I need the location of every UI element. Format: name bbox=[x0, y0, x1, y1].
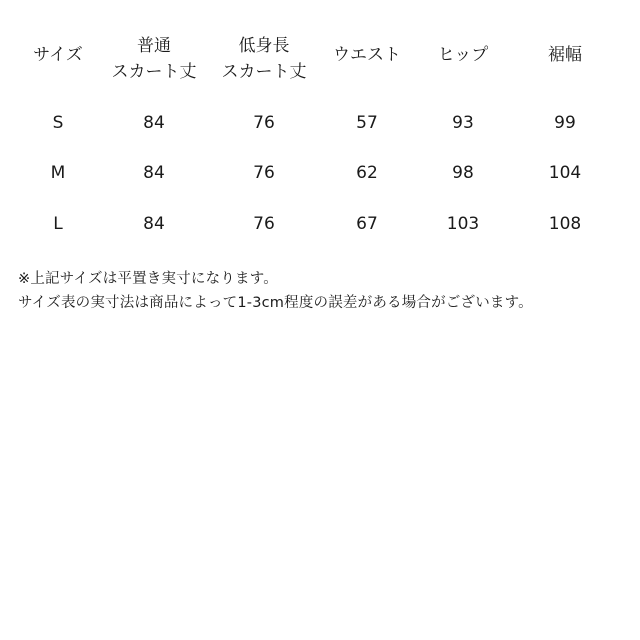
header-waist bbox=[322, 42, 412, 68]
header-petite-skirt-length-line2: スカート丈 bbox=[221, 62, 307, 82]
header-size bbox=[18, 42, 98, 68]
header-hip-label: ヒップ bbox=[437, 45, 489, 65]
cell-m-size: M bbox=[50, 163, 66, 183]
cell-m-hip: 98 bbox=[452, 163, 474, 183]
cell-s-waist: 57 bbox=[356, 113, 378, 133]
cell-s-petite-length: 76 bbox=[253, 113, 275, 133]
cell-m-hem: 104 bbox=[548, 163, 582, 183]
note-measurement-tolerance: サイズ表の実寸法は商品によって1-3cm程度の誤差がある場合がございます。 bbox=[18, 295, 533, 311]
cell-l-size: L bbox=[53, 214, 63, 234]
cell-l-hip: 103 bbox=[446, 214, 480, 234]
cell-l-waist: 67 bbox=[356, 214, 378, 234]
cell-s-hem: 99 bbox=[554, 113, 576, 133]
cell-s-normal-length: 84 bbox=[143, 113, 165, 133]
cell-l-hem: 108 bbox=[548, 214, 582, 234]
cell-m-waist: 62 bbox=[356, 163, 378, 183]
header-petite-skirt-length bbox=[210, 33, 318, 85]
cell-m-normal-length: 84 bbox=[143, 163, 165, 183]
header-petite-skirt-length-line1: 低身長 bbox=[238, 36, 290, 56]
note-flat-measurement: ※上記サイズは平置き実寸になります。 bbox=[18, 271, 278, 287]
cell-s-size: S bbox=[52, 113, 64, 133]
cell-s-hip: 93 bbox=[452, 113, 474, 133]
cell-l-petite-length: 76 bbox=[253, 214, 275, 234]
header-hem-width bbox=[522, 42, 608, 68]
header-normal-skirt-length-line1: 普通 bbox=[137, 36, 171, 56]
header-waist-label: ウエスト bbox=[333, 45, 401, 65]
header-size-label: サイズ bbox=[33, 45, 83, 65]
header-normal-skirt-length bbox=[100, 33, 208, 85]
header-hip bbox=[420, 42, 506, 68]
cell-m-petite-length: 76 bbox=[253, 163, 275, 183]
header-normal-skirt-length-line2: スカート丈 bbox=[111, 62, 197, 82]
cell-l-normal-length: 84 bbox=[143, 214, 165, 234]
header-hem-width-label: 裾幅 bbox=[548, 45, 582, 65]
